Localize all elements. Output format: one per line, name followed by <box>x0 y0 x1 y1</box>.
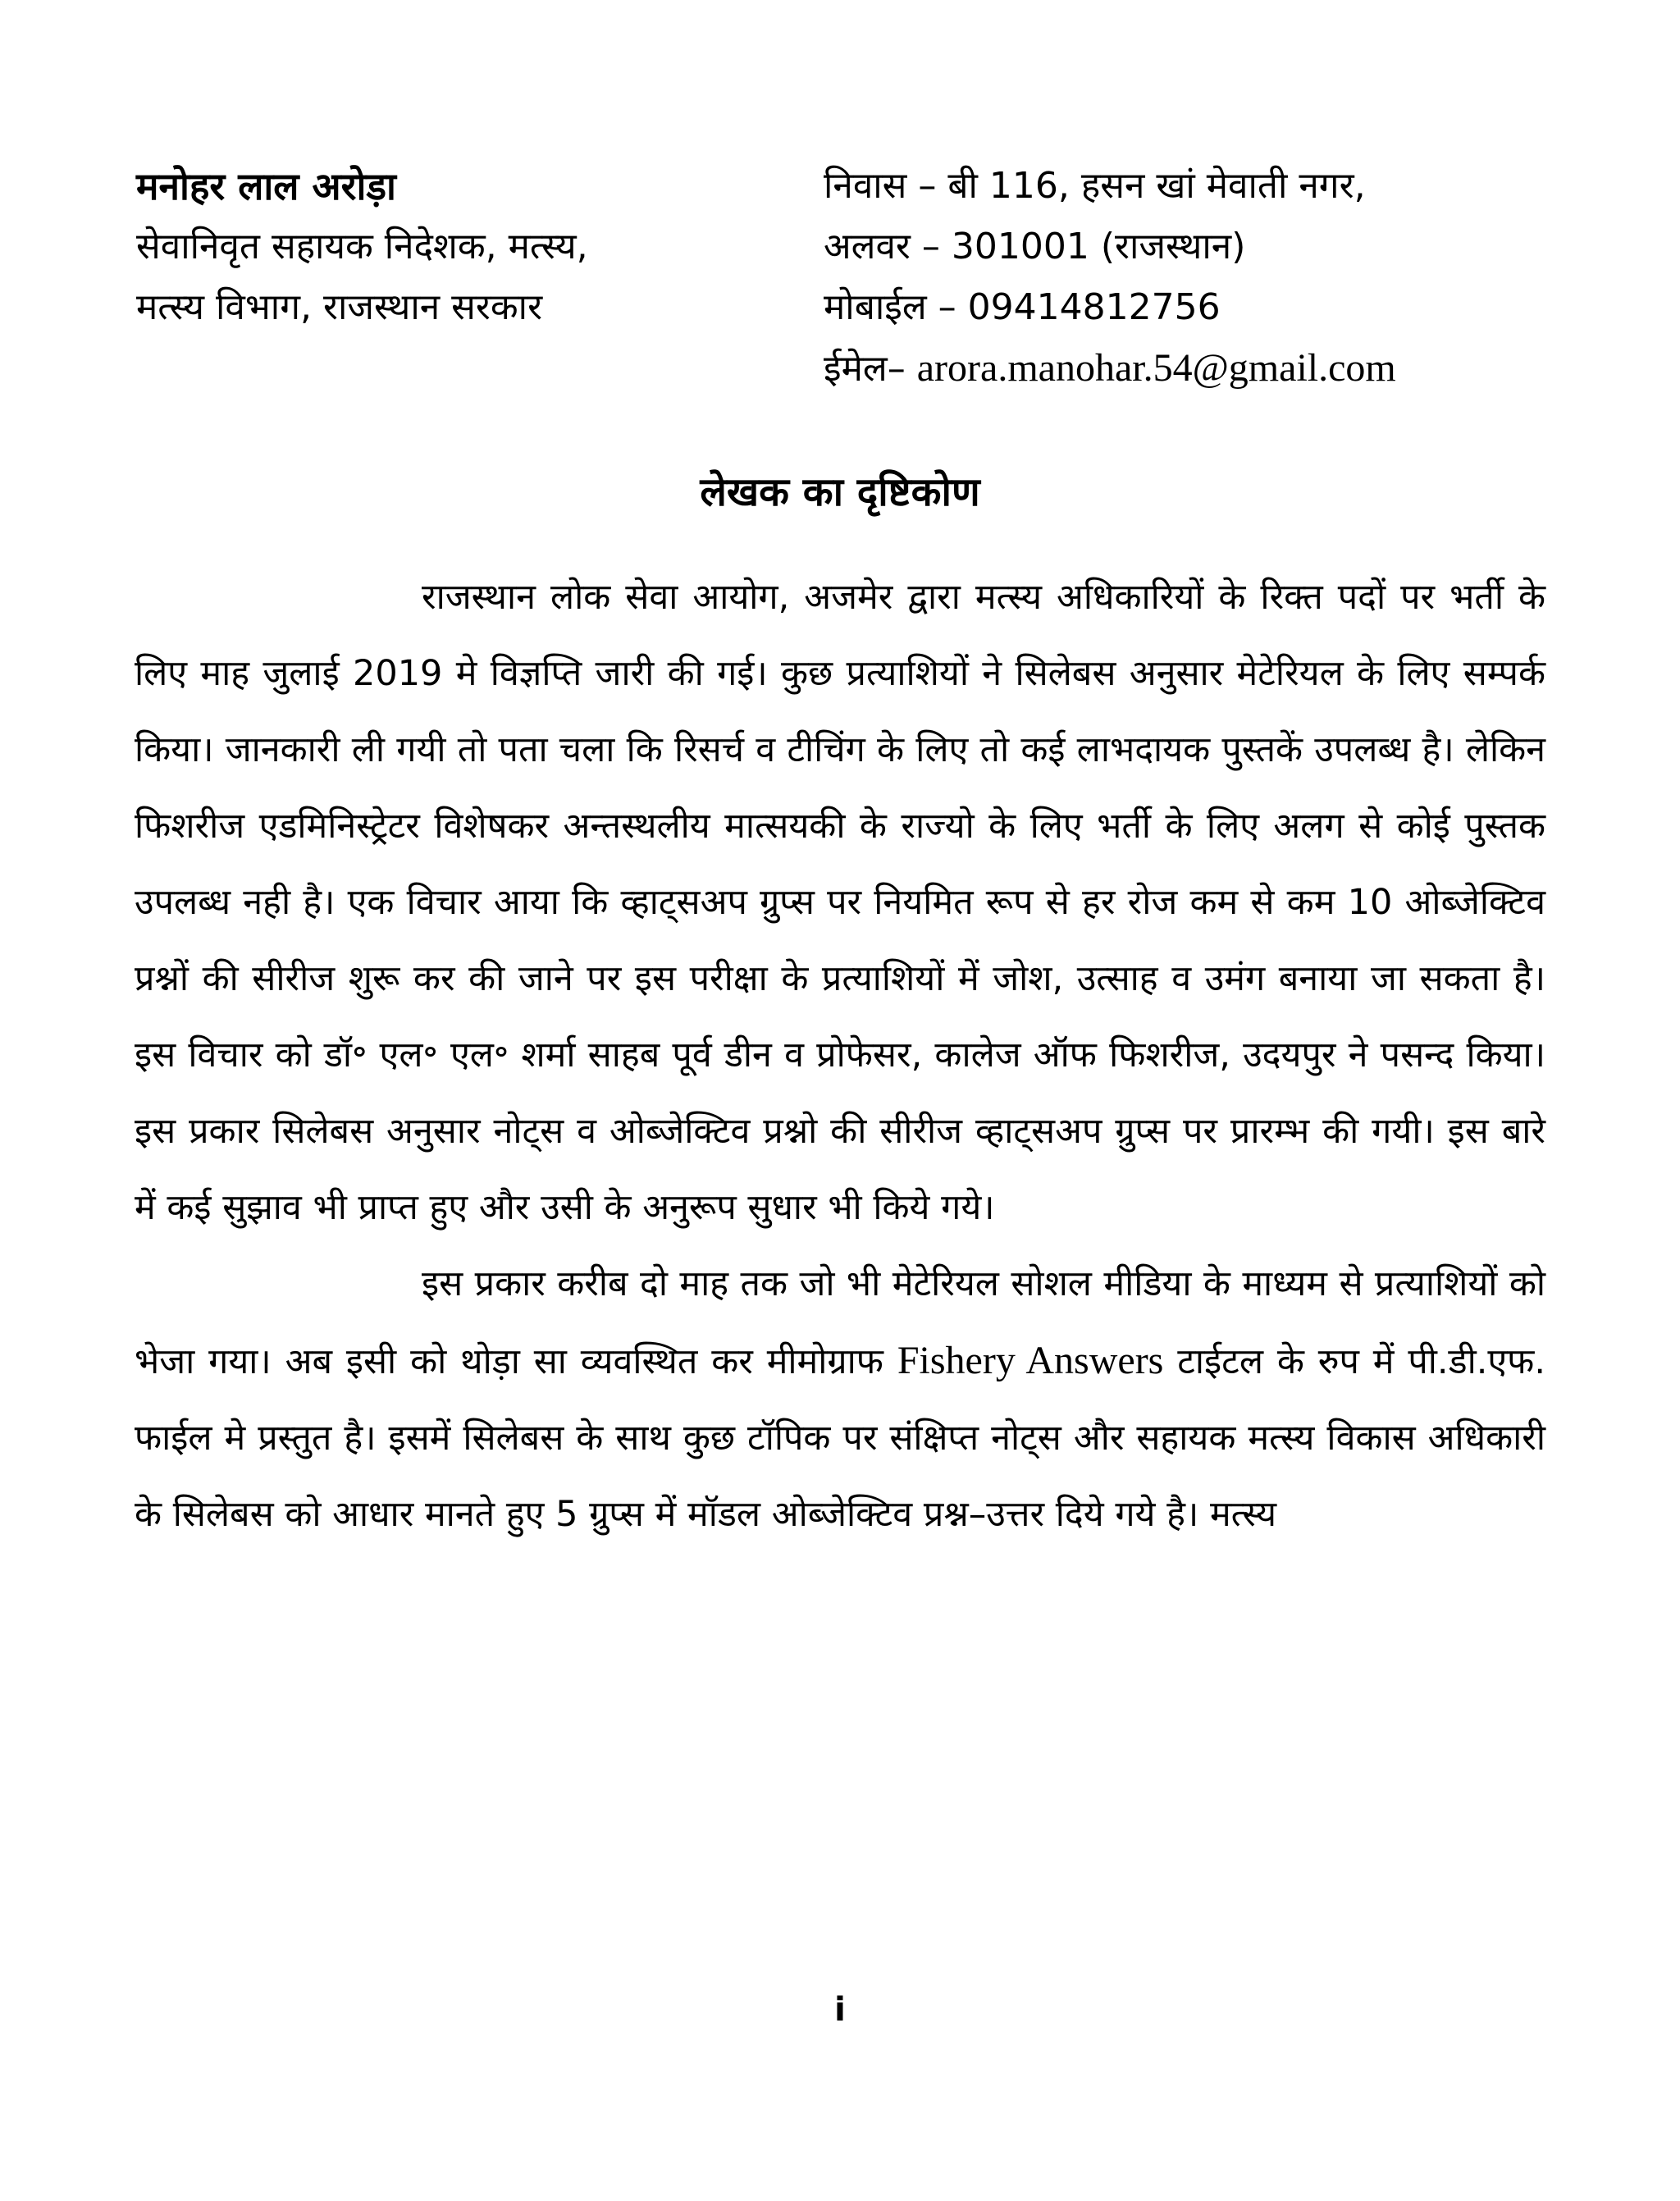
mobile-number: मोबाईल – 09414812756 <box>824 286 1221 328</box>
paragraph-1: राजस्थान लोक सेवा आयोग, अजमेर द्वारा मत्स्य अधिकारियों के रिक्त पदों पर भर्ती के लिए माह जुलाई 2019 मे विज्ञप्ति जारी की गई। कुछ प्रत्याशियों ने सिलेबस अनुसार मेटेरियल के लिए सम्पर्क किया। जानकारी ली गयी तो पता चला कि रिसर्च व टीचिंग के लिए तो कई लाभदायक पुस्तकें उपलब्ध है। लेकिन फिशरीज एडमिनिस्ट्रेटर विशेषकर अन्तस्थलीय मात्सयकी के राज्यो के लिए भर्ती के लिए अलग से कोई पुस्तक उपलब्ध नही है। एक विचार आया कि व्हाट्सअप ग्रुप्स पर नियमित रूप से हर रोज कम से कम 10 ओब्जेक्टिव प्रश्नों की सीरीज शुरू कर की जाने पर इस परीक्षा के प्रत्याशियों में जोश, उत्साह व उमंग बनाया जा सकता है। इस विचार को डॉ॰ एल॰ एल॰ शर्मा साहब पूर्व डीन व प्रोफेसर, कालेज ऑफ फिशरीज, उदयपुर ने पसन्द किया। इस प्रकार सिलेबस अनुसार नोट्स व ओब्जेक्टिव प्रश्नो की सीरीज व्हाट्सअप ग्रुप्स पर प्रारम्भ की गयी। इस बारे में कई सुझाव भी प्राप्त हुए और उसी के अनुरूप सुधार भी किये गये। <box>135 577 1545 1228</box>
city-address: अलवर – 301001 (राजस्थान) <box>824 226 1246 267</box>
contact-block <box>824 156 1644 400</box>
page-number: i <box>834 1991 846 2029</box>
document-body <box>135 559 1545 1553</box>
email-address: arora.manohar.54@gmail.com <box>916 346 1396 390</box>
author-block <box>136 156 792 338</box>
email-line <box>824 338 1644 400</box>
memograph-title: Fishery Answers <box>897 1339 1164 1382</box>
email-label: ईमेल– <box>824 348 917 390</box>
section-title: लेखक का दृष्टिकोण <box>700 469 980 515</box>
paragraph-2-part-1: इस प्रकार करीब दो माह तक जो भी मेटेरियल सोशल मीडिया के माध्यम से प्रत्याशियों को भेजा गया। अब इसी को थोड़ा सा व्यवस्थित कर मीमोग्राफ <box>135 1263 1545 1382</box>
paragraph-2 <box>135 1246 1545 1553</box>
paragraph-2-part-2: टाईटल के रुप में पी.डी.एफ. फाईल मे प्रस्तुत है। इसमें सिलेबस के साथ कुछ टॉपिक पर संक्षिप्त नोट्स और सहायक मत्स्य विकास अधिकारी के सिलेबस को आधार मानते हुए 5 ग्रुप्स में मॉडल ओब्जेक्टिव प्रश्न–उत्तर दिये गये है। मत्स्य <box>135 1341 1546 1535</box>
author-name: मनोहर लाल अरोड़ा <box>136 164 396 208</box>
author-department: मत्स्य विभाग, राजस्थान सरकार <box>136 286 543 328</box>
residence-address: निवास – बी 116, हसन खां मेवाती नगर, <box>824 165 1366 207</box>
author-designation: सेवानिवृत सहायक निदेशक, मत्स्य, <box>136 226 588 267</box>
